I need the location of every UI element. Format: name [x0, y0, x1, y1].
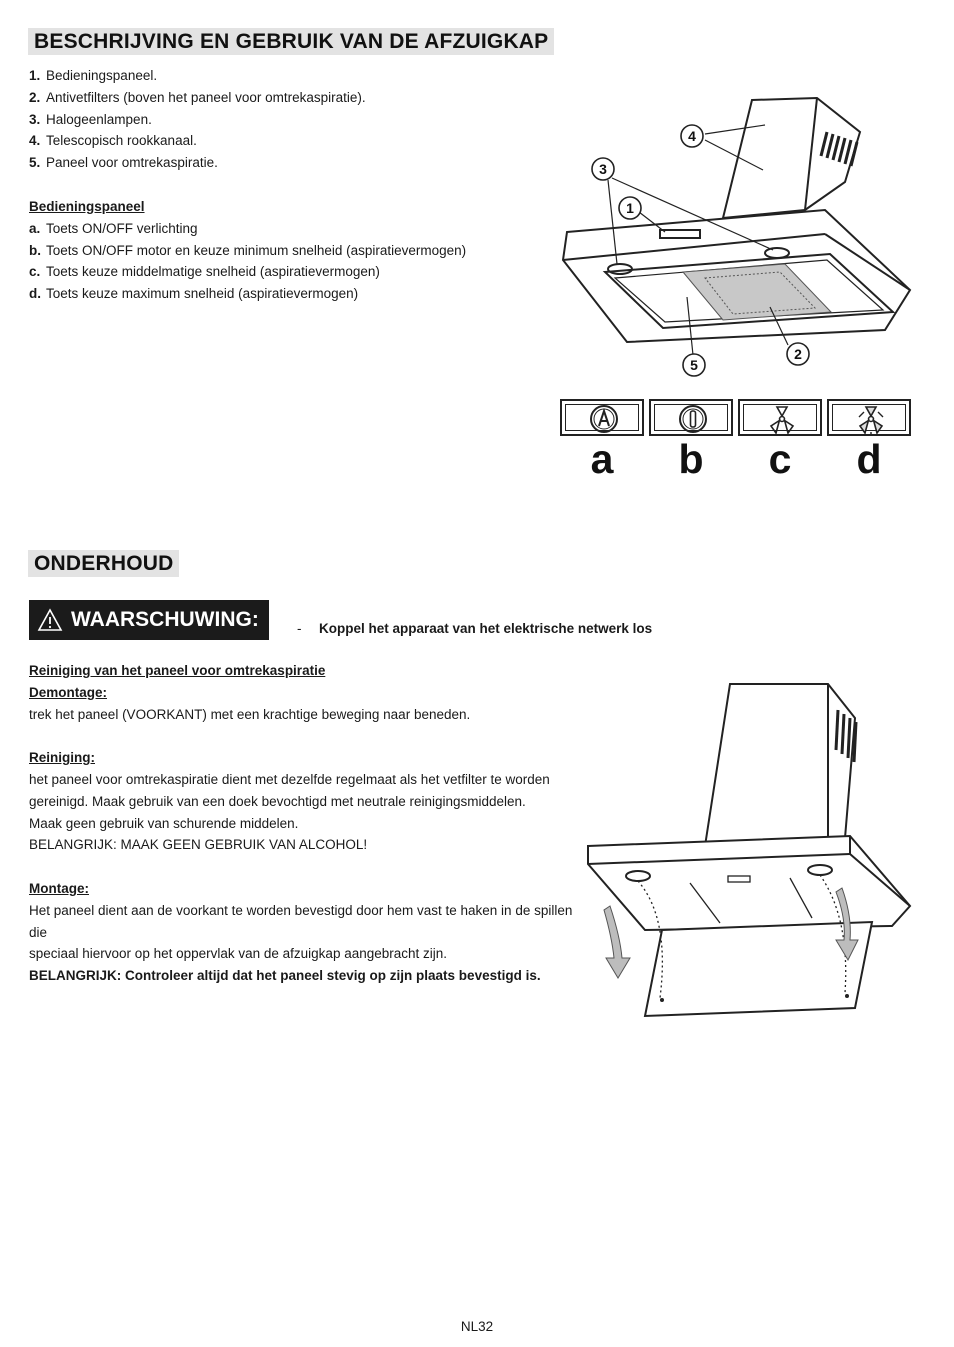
list-item: 4. Telescopisch rookkanaal. [29, 133, 197, 149]
panel-button-a [560, 399, 644, 436]
panel-button-b [649, 399, 733, 436]
panel-letter-c: c [768, 436, 792, 482]
warning-label: WAARSCHUWING: [71, 608, 259, 631]
reiniging-line: het paneel voor omtrekaspiratie dient met dezelfde regelmaat als het vetfilter te worden [29, 771, 550, 787]
list-item: 1. Bedieningspaneel. [29, 68, 158, 83]
warning-dash: - [297, 621, 302, 636]
reiniging-line: BELANGRIJK: MAAK GEEN GEBRUIK VAN ALCOHOL! [29, 837, 368, 853]
parts-list [29, 65, 529, 174]
light-icon [588, 403, 620, 435]
list-item: 3. Halogeenlampen. [29, 111, 152, 127]
callout-1: 1 [626, 200, 634, 216]
montage-line: speciaal hiervoor op het oppervlak van de afzuigkap aangebracht zijn. [29, 946, 448, 962]
warning-badge [29, 600, 269, 640]
montage-heading: Montage: [29, 880, 89, 896]
callout-5: 5 [690, 357, 698, 373]
warning-triangle-icon [37, 608, 63, 632]
montage-bold: BELANGRIJK: Controleer altijd dat het paneel stevig op zijn plaats bevestigd is. [29, 968, 541, 984]
fan-high-icon [855, 403, 887, 435]
panel-letter-d: d [856, 436, 882, 482]
power-icon [677, 403, 709, 435]
panel-button-c [738, 399, 822, 436]
list-item: d. Toets keuze maximum snelheid (aspiratievermogen) [29, 286, 359, 302]
maintenance-body [29, 660, 574, 987]
list-item: 2. Antivetfilters (boven het paneel voor omtrekaspiratie). [29, 89, 366, 105]
panel-removal-diagram [580, 678, 915, 1023]
callout-3: 3 [599, 161, 607, 177]
reiniging-line: gereinigd. Maak gebruik van een doek bevochtigd met neutrale reinigingsmiddelen. [29, 793, 526, 809]
fan-low-icon [766, 403, 798, 435]
panel-letter-b: b [678, 436, 704, 482]
warning-text: Koppel het apparaat van het elektrische netwerk los [319, 621, 653, 636]
montage-line: Het paneel dient aan de voorkant te worden bevestigd door hem vast te haken in de spillen die [29, 902, 573, 940]
cleaning-heading: Reiniging van het paneel voor omtrekaspiratie [29, 663, 326, 678]
demontage-heading: Demontage: [29, 684, 108, 700]
reiniging-line: Maak geen gebruik van schurende middelen. [29, 815, 299, 831]
panel-heading: Bedieningspaneel [29, 199, 145, 214]
callout-2: 2 [794, 346, 802, 362]
section-title-maintenance: ONDERHOUD [28, 550, 179, 577]
list-item: b. Toets ON/OFF motor en keuze minimum snelheid (aspiratievermogen) [29, 242, 467, 258]
list-item: 5. Paneel voor omtrekaspiratie. [29, 155, 218, 171]
panel-letter-a: a [590, 436, 614, 482]
reiniging-heading: Reiniging: [29, 750, 95, 766]
hood-diagram [555, 92, 915, 382]
callout-4: 4 [688, 128, 696, 144]
demontage-text: trek het paneel (VOORKANT) met een krachtige beweging naar beneden. [29, 706, 471, 722]
controls-list [29, 196, 549, 305]
list-item: a. Toets ON/OFF verlichting [29, 220, 198, 236]
page-number: NL32 [460, 1319, 494, 1334]
list-item: c. Toets keuze middelmatige snelheid (aspiratievermogen) [29, 264, 380, 280]
panel-button-d [827, 399, 911, 436]
section-title-description: BESCHRIJVING EN GEBRUIK VAN DE AFZUIGKAP [28, 28, 554, 55]
